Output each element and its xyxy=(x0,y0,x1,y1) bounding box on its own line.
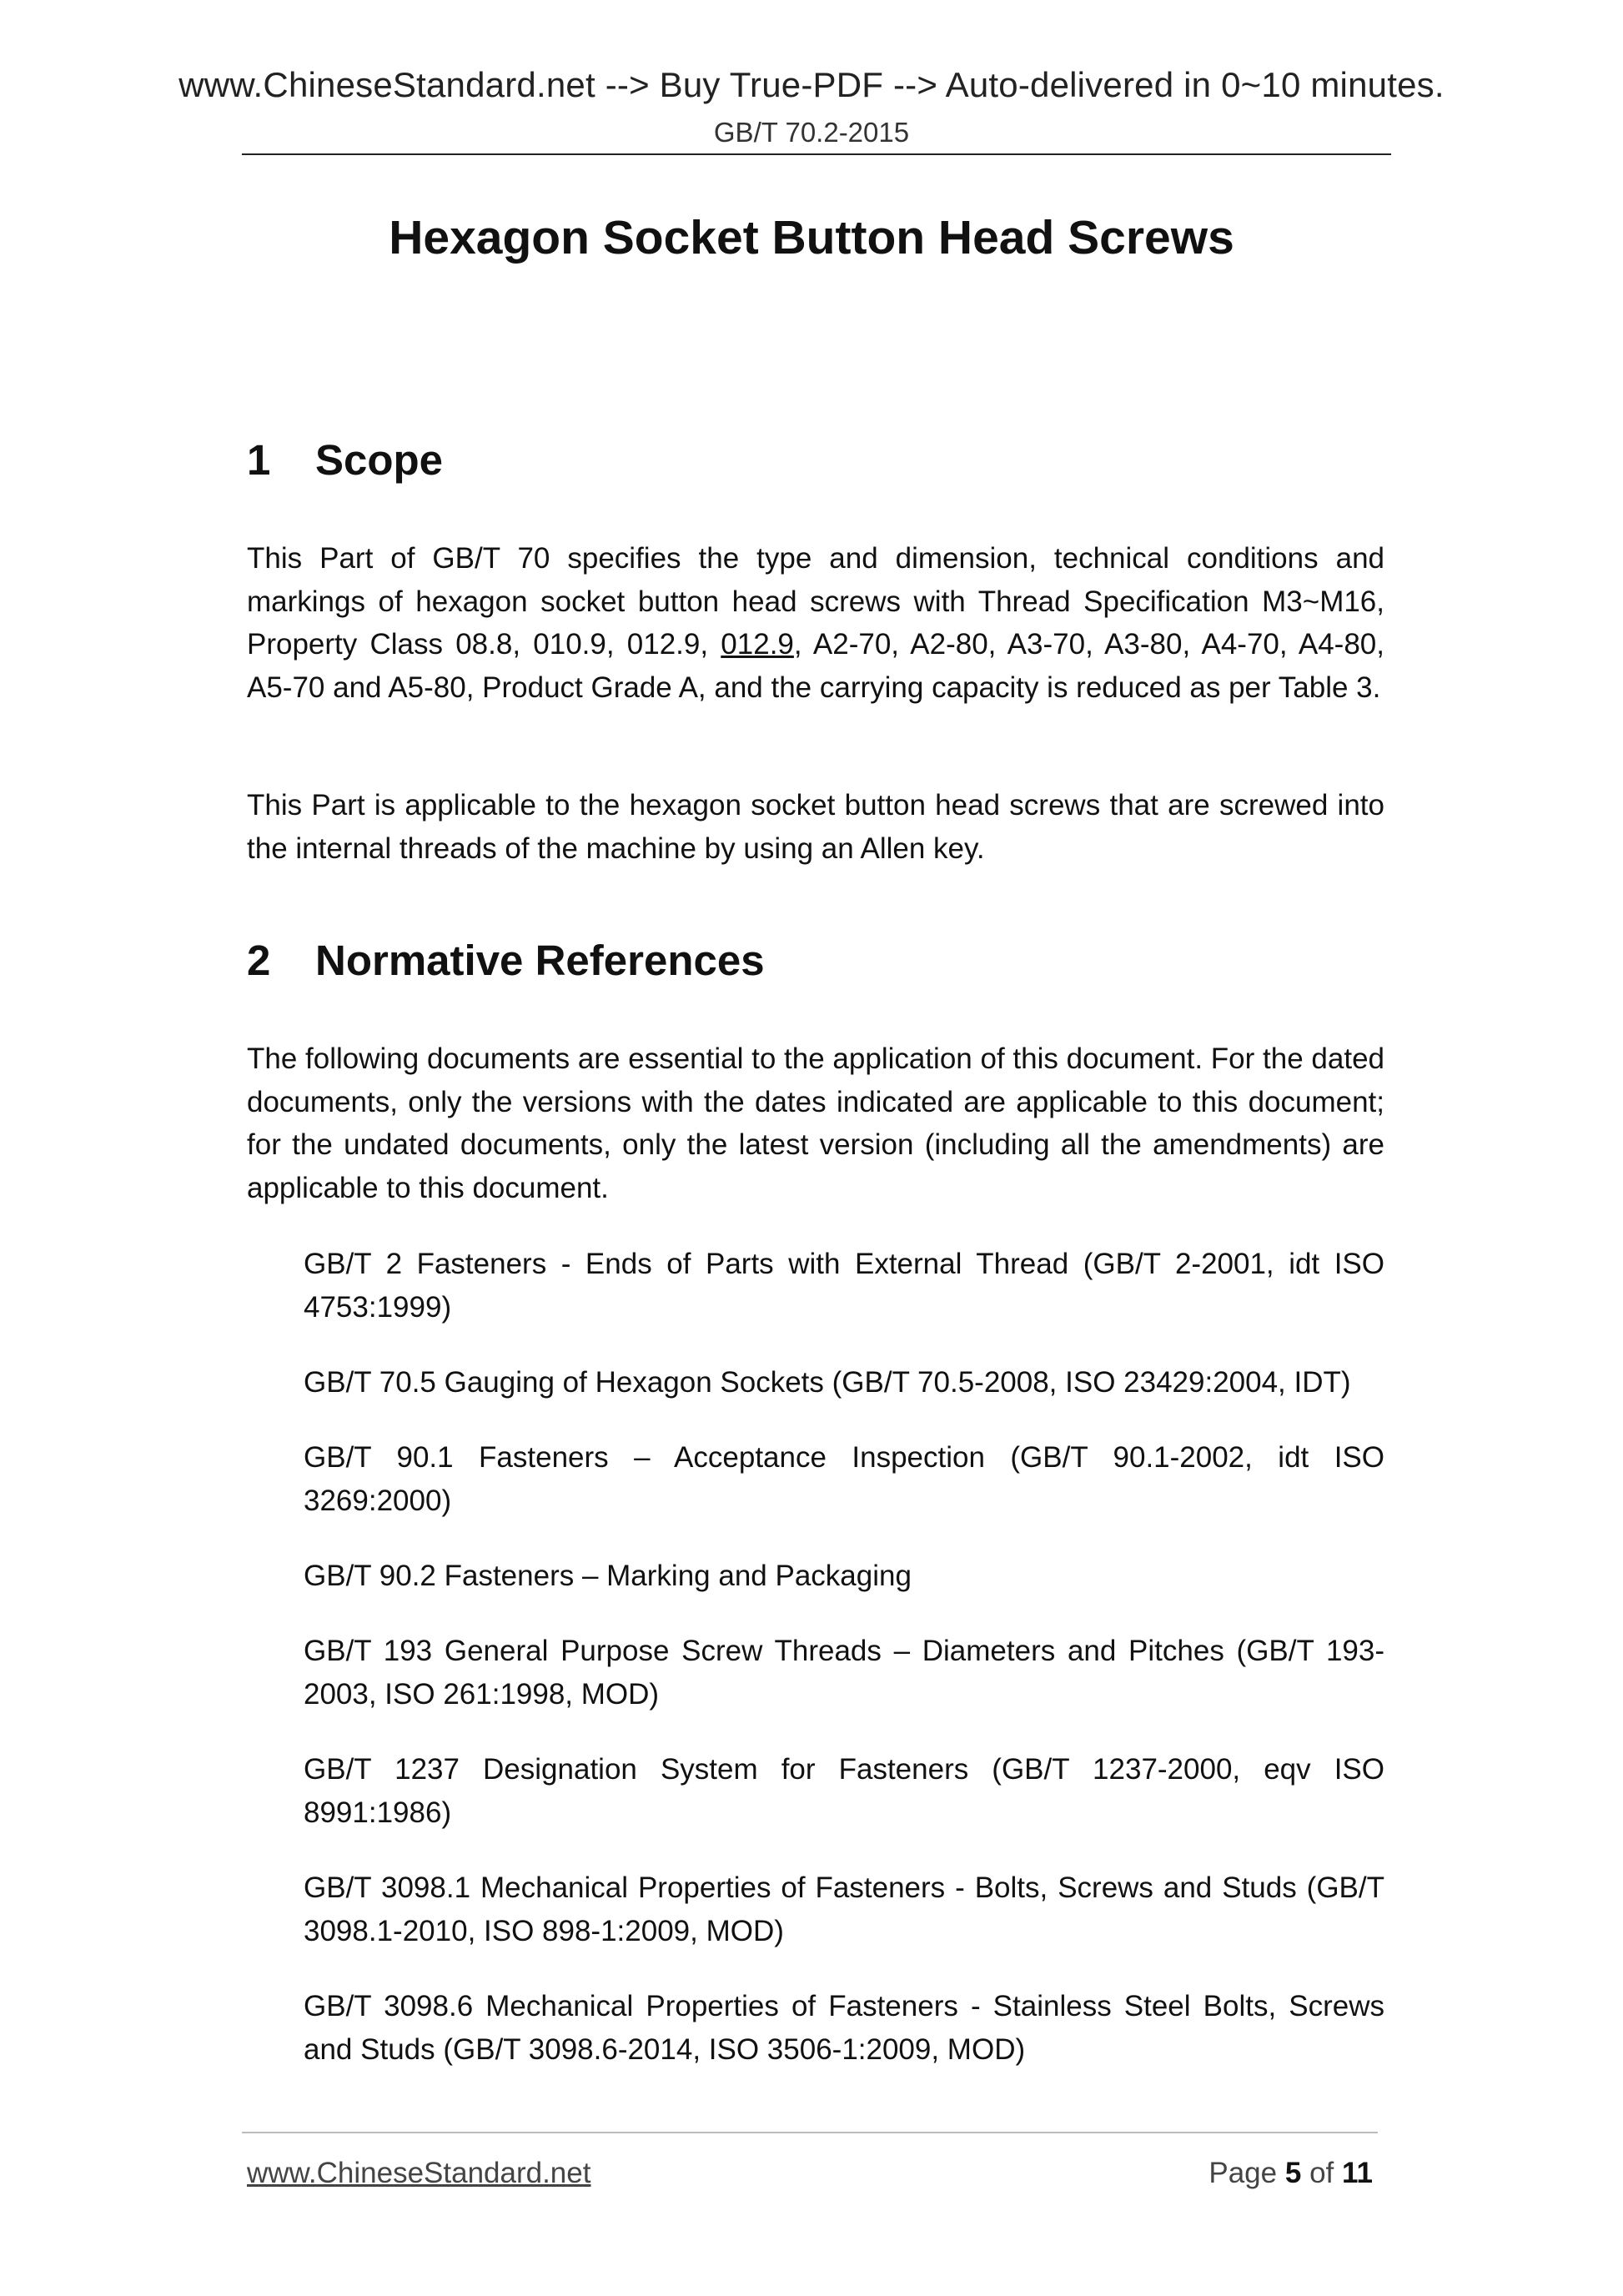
scope-p1-after: , A2-70, A2-80, A3-70, A3-80, A4-70, A4-80, A5-70 and A5-80, Product Grade A, and the carrying capacity is reduced as per Table 3. xyxy=(247,628,1384,704)
page-current: 5 xyxy=(1284,2157,1302,2189)
section-1-number: 1 xyxy=(247,436,271,484)
section-2-title: Normative References xyxy=(315,937,765,984)
page-label: Page xyxy=(1208,2157,1278,2189)
footer-website-link[interactable]: www.ChineseStandard.net xyxy=(247,2157,591,2189)
reference-item: GB/T 1237 Designation System for Fasteners (GB/T 1237-2000, eqv ISO 8991:1986) xyxy=(304,1753,1384,1829)
reference-item: GB/T 193 General Purpose Screw Threads – Diameters and Pitches (GB/T 193-2003, ISO 261:1998, MOD) xyxy=(304,1635,1384,1711)
footer-divider xyxy=(242,2132,1378,2133)
references-intro: The following documents are essential to the application of this document. For the dated documents, only the versions with the dates indicated are applicable to this document; for the undated documents, only the latest version (including all the amendments) are applicable to this document. xyxy=(247,1042,1384,1204)
section-2-number: 2 xyxy=(247,937,271,984)
scope-p1-before: This Part of GB/T 70 specifies the type and dimension, technical conditions and markings of hexagon socket button head screws with Thread Specification M3~M16, Property Class 08.8, 010.9, 012.9, xyxy=(247,542,1384,661)
page-title: Hexagon Socket Button Head Screws xyxy=(389,211,1234,264)
header-banner[interactable]: www.ChineseStandard.net --> Buy True-PDF --> Auto-delivered in 0~10 minutes. xyxy=(178,65,1445,104)
reference-item: GB/T 2 Fasteners - Ends of Parts with External Thread (GB/T 2-2001, idt ISO 4753:1999) xyxy=(304,1248,1384,1324)
scope-paragraph-2: This Part is applicable to the hexagon socket button head screws that are screwed into the internal threads of the machine by using an Allen key. xyxy=(247,789,1384,865)
page-of: of xyxy=(1309,2157,1334,2189)
reference-item: GB/T 3098.6 Mechanical Properties of Fasteners - Stainless Steel Bolts, Screws and Studs (GB/T 3098.6-2014, ISO 3506-1:2009, MOD) xyxy=(304,1990,1384,2066)
reference-item: GB/T 90.2 Fasteners – Marking and Packaging xyxy=(304,1560,912,1592)
reference-item: GB/T 3098.1 Mechanical Properties of Fasteners - Bolts, Screws and Studs (GB/T 3098.1-2010, ISO 898-1:2009, MOD) xyxy=(304,1871,1384,1947)
header-divider xyxy=(242,153,1391,155)
page-total: 11 xyxy=(1342,2157,1373,2189)
scope-p1-underlined: 012.9 xyxy=(721,628,794,661)
section-1-heading xyxy=(247,435,443,485)
header-standard-code: GB/T 70.2-2015 xyxy=(713,117,910,148)
reference-item: GB/T 70.5 Gauging of Hexagon Sockets (GB/T 70.5-2008, ISO 23429:2004, IDT) xyxy=(304,1366,1351,1399)
reference-item: GB/T 90.1 Fasteners – Acceptance Inspection (GB/T 90.1-2002, idt ISO 3269:2000) xyxy=(304,1441,1384,1517)
section-2-heading xyxy=(247,936,765,985)
section-1-title: Scope xyxy=(315,436,444,484)
scope-paragraph-1 xyxy=(247,537,1384,709)
page-number xyxy=(1208,2157,1373,2190)
